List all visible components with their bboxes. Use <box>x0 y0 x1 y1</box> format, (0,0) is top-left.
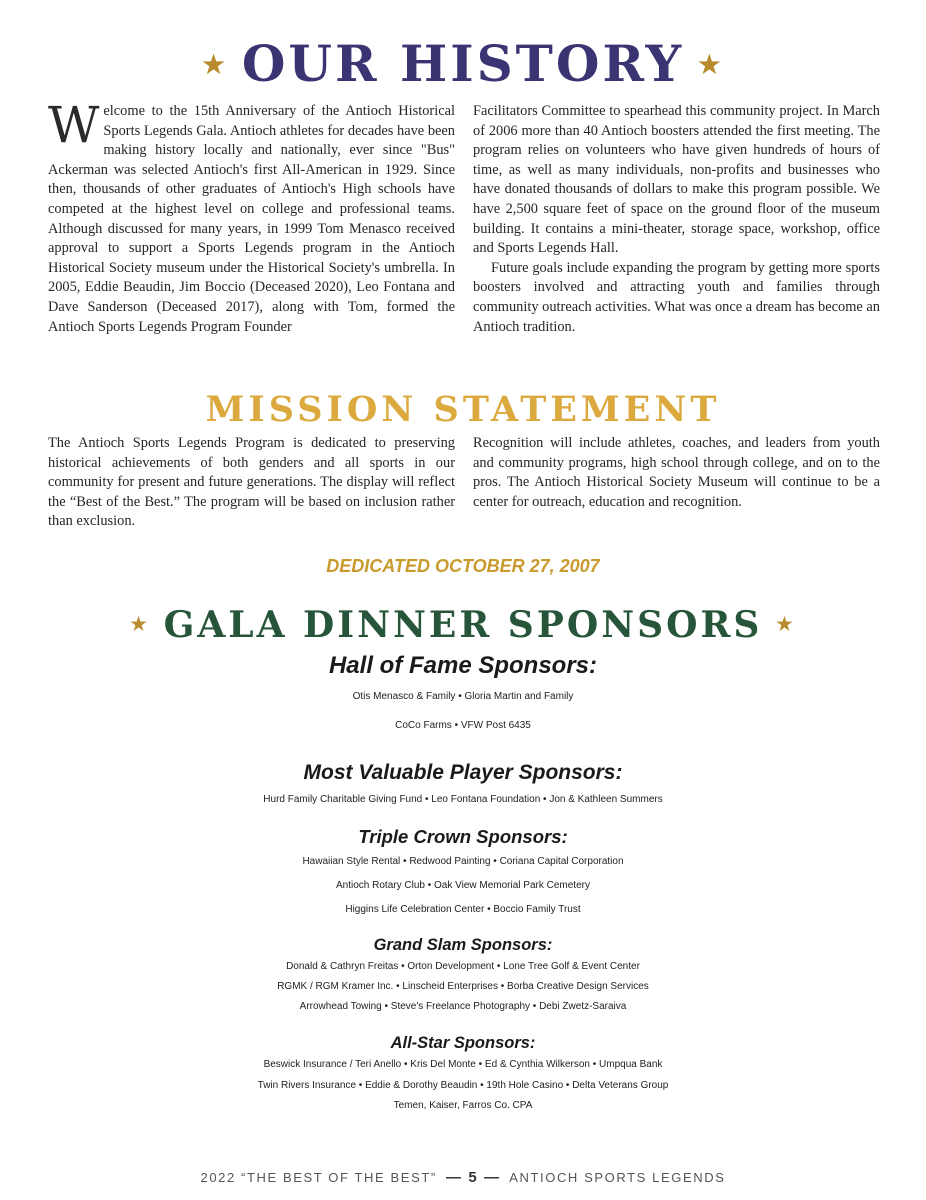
triple-crown-heading: Triple Crown Sponsors: <box>358 826 568 847</box>
history-paragraph-1: elcome to the 15th Anniversary of the Antioch Historical Sports Legends Gala. Antioch athletes for decades have been making history locally and nationally, ever since "Bus" Ackerman was selected Antioch's first All-American in 1929. Since then, thousands of other graduates of Antioch's High schools have competed at the highest level on college and professional teams. Although discussed for many years, in 1999 Tom Menasco received approval to support a Sports Legends program in the Antioch Historical Society museum under the Historical Society's umbrella. In 2005, Eddie Beaudin, Jim Boccio (Deceased 2020), Leo Fontana and Dave Sanderson (Deceased 2017), along with Tom, formed the Antioch Sports Legends Program Founder <box>48 103 455 335</box>
sponsor-line: Higgins Life Celebration Center • Boccio Family Trust <box>345 904 581 915</box>
hall-of-fame-heading: Hall of Fame Sponsors: <box>328 652 598 679</box>
hall-of-fame-sponsors <box>0 649 926 740</box>
mission-paragraph-2: Recognition will include athletes, coaches, and leaders from youth and community programs, high school through college, and on to the pros. The Antioch Historical Society Museum will continue to be a center for outreach, education and recognition. <box>473 435 880 510</box>
grand-slam-heading: Grand Slam Sponsors: <box>373 936 553 954</box>
mission-title: MISSION STATEMENT <box>205 389 721 430</box>
footer-right: ANTIOCH SPORTS LEGENDS <box>509 1170 726 1185</box>
sponsor-line: Donald & Cathryn Freitas • Orton Development • Lone Tree Golf & Event Center <box>286 961 640 972</box>
sponsor-line: RGMK / RGM Kramer Inc. • Linscheid Enterprises • Borba Creative Design Services <box>277 981 649 992</box>
mission-paragraph-1: The Antioch Sports Legends Program is dedicated to preserving historical achievements of both genders and all sports in our community for present and future generations. The display will reflect the “Best of the Best.” The program will be based on inclusion rather than exclusion. <box>48 435 455 530</box>
mvp-heading: Most Valuable Player Sponsors: <box>303 761 623 784</box>
sponsor-line: Hawaiian Style Rental • Redwood Painting • Coriana Capital Corporation <box>302 856 624 867</box>
history-column-right <box>473 102 880 337</box>
page-number: — 5 — <box>446 1169 501 1186</box>
sponsor-line: Temen, Kaiser, Farros Co. CPA <box>393 1100 533 1111</box>
history-column-left <box>48 96 455 337</box>
all-star-sponsors <box>0 1031 926 1117</box>
mission-column-right <box>473 434 880 512</box>
sponsor-line: Twin Rivers Insurance • Eddie & Dorothy Beaudin • 19th Hole Casino • Delta Veterans Group <box>257 1079 669 1091</box>
sponsor-line: CoCo Farms • VFW Post 6435 <box>395 720 531 731</box>
history-paragraph-2: Facilitators Committee to spearhead this community project. In March of 2006 more than 40 Antioch boosters attended the first meeting. The program relies on volunteers who have given hundreds of hours of time, as well as many individuals, non-profits and businesses who have donated thousands of dollars to make this program possible. We have 2,500 square feet of space on the ground floor of the museum building. It contains a mini-theater, storage space, workshop, office and Sports Legends Hall. <box>473 103 880 257</box>
star-icon: ★ <box>776 613 796 635</box>
star-icon: ★ <box>130 613 150 635</box>
mission-column-left <box>48 434 455 532</box>
sponsor-line: Arrowhead Towing • Steve's Freelance Photography • Debi Zwetz-Saraiva <box>299 1001 627 1012</box>
sponsor-line: Hurd Family Charitable Giving Fund • Leo Fontana Foundation • Jon & Kathleen Summers <box>263 794 663 805</box>
star-icon: ★ <box>202 49 228 79</box>
drop-cap: W <box>48 96 100 154</box>
sponsors-title-text: GALA DINNER SPONSORS <box>163 604 763 646</box>
star-icon: ★ <box>698 49 724 79</box>
footer-left: 2022 “THE BEST OF THE BEST” <box>200 1170 437 1185</box>
sponsor-line: Antioch Rotary Club • Oak View Memorial Park Cemetery <box>336 880 590 891</box>
history-paragraph-3: Future goals include expanding the program by getting more sports boosters involved and attracting youth and families through community outreach activities. What was once a dream has become an Antioch tradition. <box>473 259 880 335</box>
sponsor-line: Beswick Insurance / Teri Anello • Kris Del Monte • Ed & Cynthia Wilkerson • Umpqua Bank <box>263 1059 663 1070</box>
dedication-line: DEDICATED OCTOBER 27, 2007 <box>326 556 600 576</box>
grand-slam-sponsors <box>0 933 926 1017</box>
triple-crown-sponsors <box>0 824 926 922</box>
all-star-heading: All-Star Sponsors: <box>390 1034 536 1052</box>
history-title <box>0 34 926 93</box>
history-title-text: OUR HISTORY <box>241 34 685 93</box>
mvp-sponsors <box>0 758 926 812</box>
sponsor-line: Otis Menasco & Family • Gloria Martin and Family <box>352 691 574 702</box>
sponsors-title <box>0 604 926 646</box>
page-footer <box>0 1169 926 1186</box>
